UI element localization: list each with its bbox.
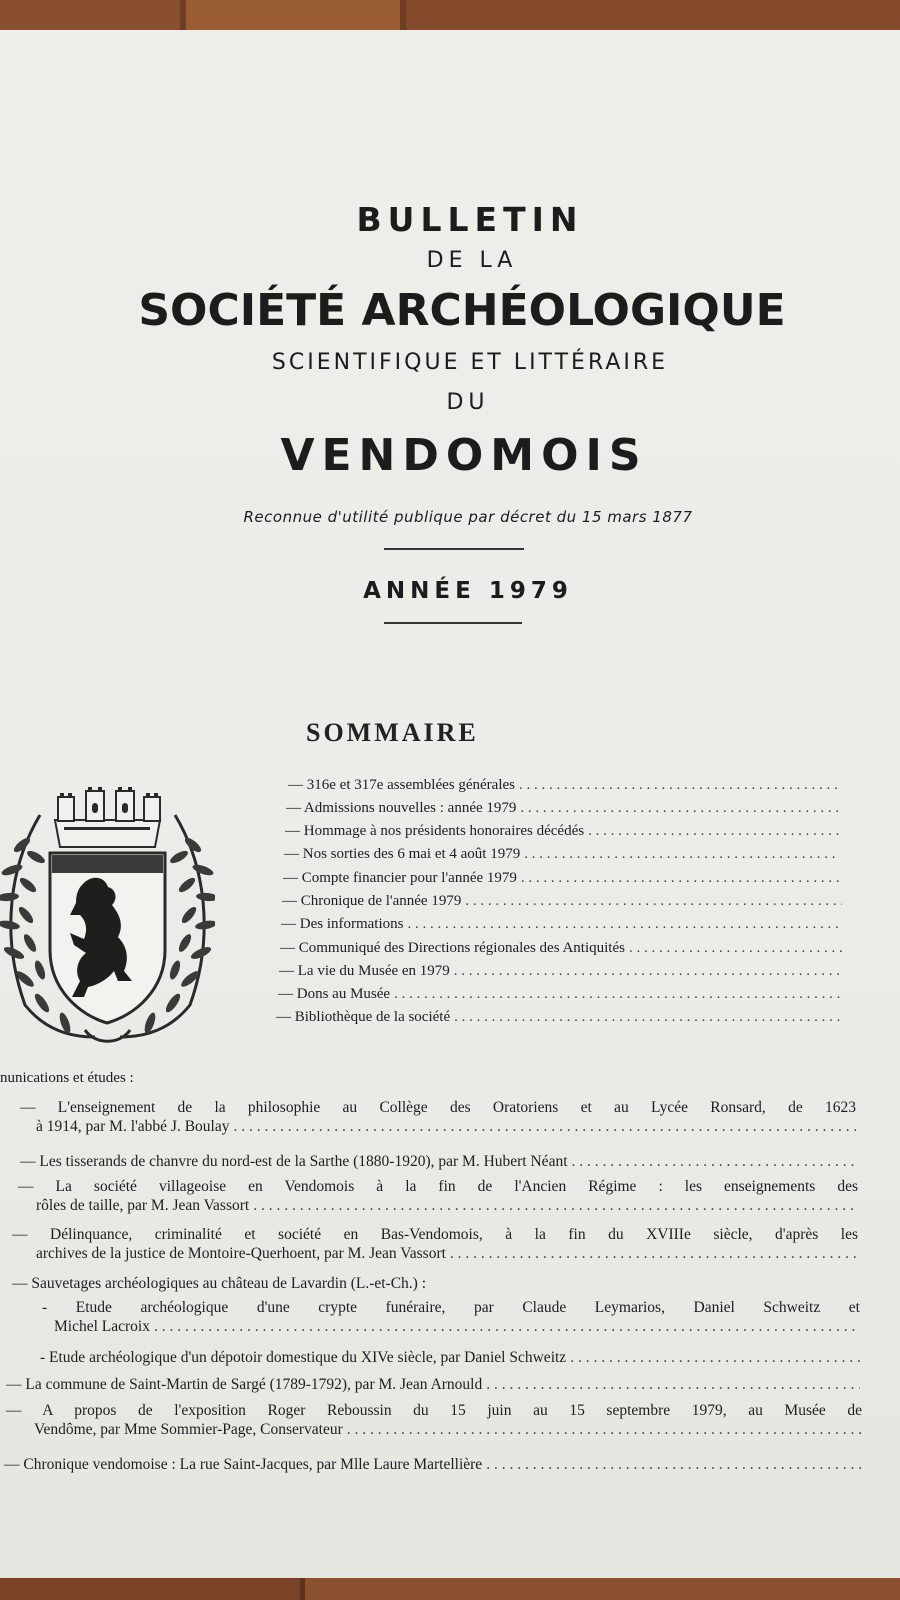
title-societe-archeologique: SOCIÉTÉ ARCHÉOLOGIQUE xyxy=(138,285,786,336)
toc-item: — 316e et 317e assemblées générales . . . xyxy=(288,777,838,794)
divider-rule xyxy=(384,622,522,624)
divider-rule xyxy=(384,548,524,550)
title-du: DU xyxy=(446,390,490,415)
title-bulletin: BULLETIN xyxy=(356,200,584,239)
title-vendomois: VENDOMOIS xyxy=(280,430,648,481)
article-entry: — Délinquance, criminalité et société en Bas-Vendomois, à la fin du XVIIIe siècle, d'après les archives de la justice de Montoire-Querhoent, par M. Jean Vassort . . . xyxy=(12,1225,858,1263)
toc-item: — Nos sorties des 6 mai et 4 août 1979 . . . xyxy=(284,846,840,863)
article-entry: — Sauvetages archéologiques au château de Lavardin (L.-et-Ch.) : xyxy=(12,1275,427,1292)
toc-item: — La vie du Musée en 1979 . . . xyxy=(279,963,842,980)
toc-item: — Dons au Musée . . . xyxy=(278,986,842,1003)
communications-heading: nunications et études : xyxy=(0,1070,134,1086)
article-entry: — La commune de Saint-Martin de Sargé (1789-1792), par M. Jean Arnould . . . xyxy=(6,1375,860,1394)
title-de-la: DE LA xyxy=(426,248,518,273)
toc-item: — Des informations . . . xyxy=(281,916,842,933)
bulletin-page xyxy=(0,30,900,1578)
subtitle-reconnue: Reconnue d'utilité publique par décret du 15 mars 1877 xyxy=(243,508,693,526)
toc-item: — Hommage à nos présidents honoraires décédés . . . xyxy=(285,823,839,840)
article-entry: - Etude archéologique d'une crypte funéraire, par Claude Leymarios, Daniel Schweitz et Michel Lacroix . . . xyxy=(42,1298,860,1336)
article-entry: — Les tisserands de chanvre du nord-est de la Sarthe (1880-1920), par M. Hubert Néant . . . xyxy=(20,1152,856,1171)
toc-item: — Bibliothèque de la société . . . xyxy=(276,1009,842,1026)
toc-item: — Chronique de l'année 1979 . . . xyxy=(282,893,842,910)
title-annee: ANNÉE 1979 xyxy=(363,578,573,604)
article-entry: — Chronique vendomoise : La rue Saint-Jacques, par Mlle Laure Martellière . . . xyxy=(4,1455,862,1474)
article-entry: — L'enseignement de la philosophie au Collège des Oratoriens et au Lycée Ronsard, de 1623 à 1914, par M. l'abbé J. Boulay . . . xyxy=(20,1098,856,1136)
toc-item: — Communiqué des Directions régionales des Antiquités . . . xyxy=(280,940,842,957)
article-entry: — A propos de l'exposition Roger Reboussin du 15 juin au 15 septembre 1979, au Musée de Vendôme, par Mme Sommier-Page, Conservateur . . . xyxy=(6,1401,862,1439)
toc-item: — Admissions nouvelles : année 1979 . . . xyxy=(286,800,838,817)
title-scientifique: SCIENTIFIQUE ET LITTÉRAIRE xyxy=(271,350,669,375)
toc-item: — Compte financier pour l'année 1979 . . . xyxy=(283,870,841,887)
coat-of-arms-icon xyxy=(0,775,215,1050)
article-entry: — La société villageoise en Vendomois à la fin de l'Ancien Régime : les enseignements des rôles de taille, par M. Jean Vassort . . . xyxy=(18,1177,858,1215)
article-entry: - Etude archéologique d'un dépotoir domestique du XIVe siècle, par Daniel Schweitz . . . xyxy=(40,1348,860,1367)
sommaire-heading: SOMMAIRE xyxy=(306,718,479,747)
